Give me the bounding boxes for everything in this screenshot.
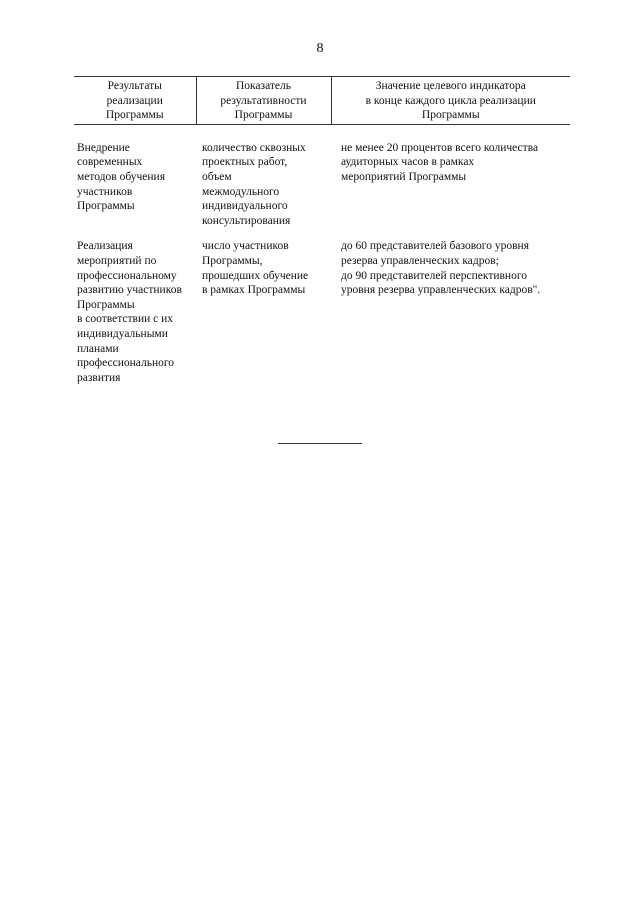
cell-indicator: [196, 124, 331, 228]
cell-line: резерва управленческих кадров;: [341, 254, 499, 267]
cell-line: в соответствии с их: [77, 313, 174, 326]
cell-line: число участников: [202, 240, 289, 253]
page-number: 8: [316, 41, 324, 56]
cell-line: развития: [77, 371, 121, 384]
cell-line: Внедрение: [77, 141, 130, 154]
header-line: Программы: [234, 109, 293, 122]
cell-result: [74, 228, 196, 385]
header-line: реализации: [106, 94, 163, 107]
cell-line: планами: [77, 342, 119, 355]
table-header-row: [74, 77, 570, 125]
cell-indicator: [196, 228, 331, 385]
header-target-value: [331, 77, 570, 125]
header-line: Результаты: [107, 80, 162, 92]
cell-line: индивидуального: [202, 200, 288, 213]
cell-line: профессиональному: [77, 269, 177, 282]
cell-line: Реализация: [77, 240, 133, 253]
cell-result: [74, 124, 196, 228]
indicator-table: [74, 76, 570, 385]
cell-line: в рамках Программы: [202, 284, 306, 297]
cell-line: аудиторных часов в рамках: [341, 156, 475, 169]
cell-line: мероприятий Программы: [341, 170, 467, 183]
cell-line: развитию участников: [77, 284, 182, 297]
cell-line: индивидуальными: [77, 327, 168, 340]
header-indicator: [196, 77, 331, 125]
cell-line: участников: [77, 185, 133, 198]
cell-target-value: [331, 228, 570, 385]
cell-line: прошедших обучение: [202, 269, 309, 282]
header-line: Значение целевого индикатора: [375, 80, 526, 92]
cell-line: межмодульного: [202, 185, 280, 198]
cell-line: профессионального: [77, 357, 175, 370]
header-line: результативности: [220, 94, 307, 107]
header-results: [74, 77, 196, 125]
cell-line: уровня резерва управленческих кадров".: [341, 284, 541, 297]
cell-line: Программы,: [202, 254, 263, 267]
header-line: в конце каждого цикла реализации: [365, 94, 536, 107]
header-line: Программы: [105, 109, 164, 122]
cell-line: методов обучения: [77, 170, 165, 183]
cell-target-value: [331, 124, 570, 228]
cell-line: проектных работ,: [202, 156, 288, 169]
cell-line: консультирования: [202, 214, 291, 227]
cell-line: мероприятий по: [77, 254, 157, 267]
header-line: Показатель: [235, 80, 292, 92]
cell-line: не менее 20 процентов всего количества: [341, 141, 539, 154]
cell-line: Программы: [77, 200, 135, 213]
header-line: Программы: [421, 109, 480, 122]
end-separator-line: [278, 443, 362, 444]
cell-line: Программы: [77, 298, 135, 311]
cell-line: количество сквозных: [202, 141, 306, 154]
cell-line: до 90 представителей перспективного: [341, 269, 528, 282]
table-row: [74, 124, 570, 228]
cell-line: современных: [77, 156, 143, 169]
cell-line: до 60 представителей базового уровня: [341, 240, 529, 253]
cell-line: объем: [202, 170, 232, 183]
table-row: [74, 228, 570, 385]
